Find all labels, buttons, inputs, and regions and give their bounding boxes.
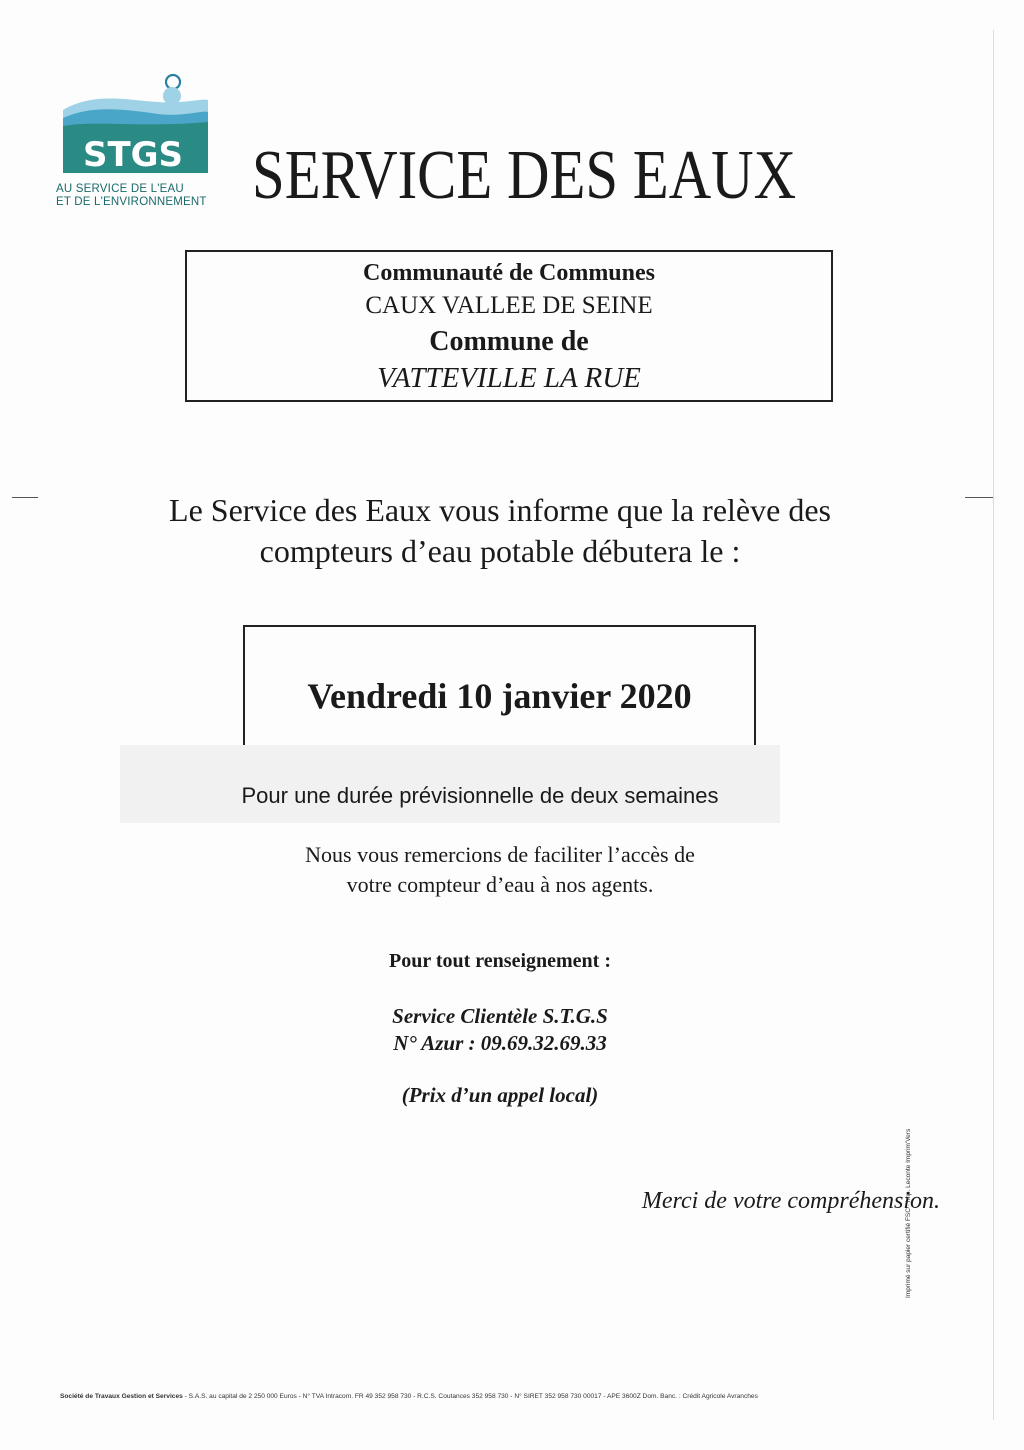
logo-tagline-1: AU SERVICE DE L'EAU xyxy=(56,183,184,195)
customer-service xyxy=(200,1003,800,1057)
commune-label: Commune de xyxy=(429,326,589,357)
service-name: Service Clientèle S.T.G.S xyxy=(392,1004,608,1028)
closing-text: Merci de votre compréhension. xyxy=(641,1188,940,1214)
info-heading: Pour tout renseignement : xyxy=(388,950,611,972)
page-title: SERVICE DES EAUX xyxy=(252,137,797,214)
page-edge-line xyxy=(993,30,994,1420)
price-note: (Prix d’un appel local) xyxy=(401,1083,599,1107)
logo-tagline xyxy=(56,183,236,209)
municipality-box xyxy=(185,250,833,402)
fold-mark-right xyxy=(965,497,993,498)
duration-text: Pour une durée prévisionnelle de deux semaines xyxy=(241,783,719,808)
footer-company: Société de Travaux Gestion et Services xyxy=(60,1393,183,1400)
commune-name: VATTEVILLE LA RUE xyxy=(377,362,641,394)
footer-legal: - S.A.S. au capital de 2 250 000 Euros - N° TVA Intracom. FR 49 352 958 730 - R.C.S. Coutances 352 958 730 - N° SIRET 352 958 730 00017 - APE 3600Z Dom. Banc. : Crédit Agricole Avranches xyxy=(182,1393,758,1400)
date-box xyxy=(243,625,756,748)
logo-tagline-2: ET DE L'ENVIRONNEMENT xyxy=(56,196,207,208)
fold-mark-left xyxy=(12,497,38,498)
thanks-line-2: votre compteur d’eau à nos agents. xyxy=(346,872,654,897)
intro-text xyxy=(60,490,940,572)
community-name: CAUX VALLEE DE SEINE xyxy=(365,292,653,319)
community-label: Communauté de Communes xyxy=(362,260,655,286)
legal-footer xyxy=(60,1393,960,1400)
thanks-line-1: Nous vous remercions de faciliter l’accès de xyxy=(305,842,695,867)
thanks-text xyxy=(200,840,800,900)
stgs-logo-wordmark: STGS xyxy=(82,135,184,175)
intro-line-1: Le Service des Eaux vous informe que la relève des xyxy=(169,492,831,528)
service-phone: N° Azur : 09.69.32.69.33 xyxy=(393,1031,607,1055)
intro-line-2: compteurs d’eau potable débutera le : xyxy=(259,533,741,569)
start-date: Vendredi 10 janvier 2020 xyxy=(307,676,692,716)
printer-note: Imprimé sur papier certifié FSC · Imp. Leconte Imprim'Vers xyxy=(905,1128,912,1298)
